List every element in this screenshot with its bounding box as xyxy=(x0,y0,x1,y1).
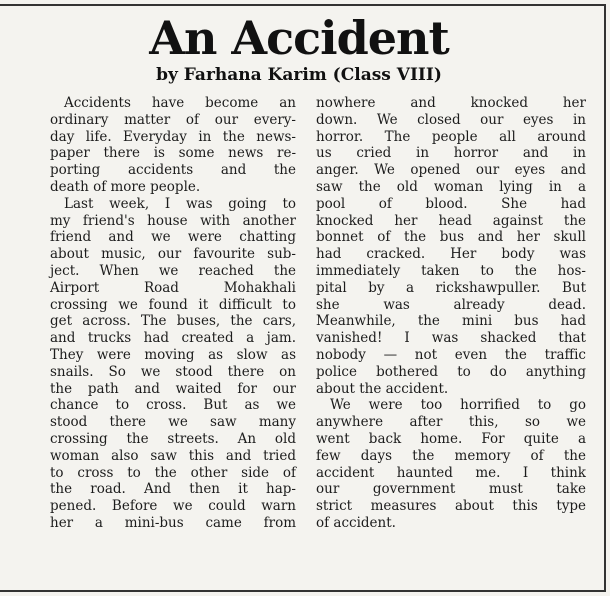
right-text-column xyxy=(316,95,586,532)
text-line: Accidents have become an xyxy=(64,95,296,111)
article-title: An Accident xyxy=(149,11,449,65)
text-line: nowhere and knocked her xyxy=(316,95,586,111)
text-line: knocked her head against the xyxy=(316,212,586,229)
text-line: crossing we found it difficult to xyxy=(50,296,296,313)
text-line: our government must take xyxy=(316,481,586,498)
text-line: nobody — not even the traffic xyxy=(316,346,586,363)
text-line: about the accident. xyxy=(316,380,449,397)
text-line: woman also saw this and tried xyxy=(50,447,296,464)
text-line: Airport Road Mohakhali xyxy=(50,279,296,296)
text-line: paper there is some news re- xyxy=(50,145,296,162)
article-byline: by Farhana Karim (Class VIII) xyxy=(156,65,442,85)
text-line: about music, our favourite sub- xyxy=(50,246,296,263)
text-line: saw the old woman lying in a xyxy=(316,178,586,195)
text-line: pital by a rickshawpuller. But xyxy=(316,279,586,296)
text-line: police bothered to do anything xyxy=(316,363,586,380)
text-line: pened. Before we could warn xyxy=(50,498,296,515)
text-line: my friend's house with another xyxy=(50,212,296,229)
text-line: anywhere after this, so we xyxy=(316,414,586,431)
text-line: anger. We opened our eyes and xyxy=(316,162,586,179)
right-border-rule xyxy=(604,4,606,592)
text-line: chance to cross. But as we xyxy=(50,397,296,414)
text-line: she was already dead. xyxy=(316,296,586,313)
text-line: horror. The people all around xyxy=(316,128,586,145)
top-border-rule xyxy=(0,4,604,6)
text-line: get across. The buses, the cars, xyxy=(50,313,296,330)
text-line: stood there we saw many xyxy=(50,414,296,431)
text-line: ordinary matter of our every- xyxy=(50,111,296,128)
text-line: crossing the streets. An old xyxy=(50,430,296,447)
left-text-column xyxy=(50,95,296,532)
text-line: us cried in horror and in xyxy=(316,145,586,162)
text-line: death of more people. xyxy=(50,178,201,195)
text-line: the road. And then it hap- xyxy=(50,481,296,498)
text-line: her a mini-bus came from xyxy=(50,514,296,531)
text-line: vanished! I was shacked that xyxy=(316,330,586,347)
text-line: They were moving as slow as xyxy=(50,346,296,363)
text-line: bonnet of the bus and her skull xyxy=(316,229,586,246)
text-line: of accident. xyxy=(316,514,396,531)
text-line: and trucks had created a jam. xyxy=(50,330,296,347)
text-line: snails. So we stood there on xyxy=(50,363,296,380)
text-line: We were too horrified to go xyxy=(330,397,586,414)
text-line: friend and we were chatting xyxy=(50,229,296,246)
text-line: the path and waited for our xyxy=(50,380,296,397)
text-line: immediately taken to the hos- xyxy=(316,262,586,279)
text-line: had cracked. Her body was xyxy=(316,246,586,263)
text-line: pool of blood. She had xyxy=(316,195,586,212)
text-line: strict measures about this type xyxy=(316,498,586,515)
text-line: few days the memory of the xyxy=(316,447,586,464)
text-line: Last week, I was going to xyxy=(64,195,296,212)
text-line: accident haunted me. I think xyxy=(316,464,586,481)
text-line: down. We closed our eyes in xyxy=(316,111,586,128)
text-line: porting accidents and the xyxy=(50,162,296,179)
text-line: ject. When we reached the xyxy=(50,262,296,279)
bottom-border-rule xyxy=(0,590,606,592)
text-line: day life. Everyday in the news- xyxy=(50,128,296,145)
text-line: to cross to the other side of xyxy=(50,464,296,481)
text-line: Meanwhile, the mini bus had xyxy=(316,313,586,330)
text-line: went back home. For quite a xyxy=(316,430,586,447)
